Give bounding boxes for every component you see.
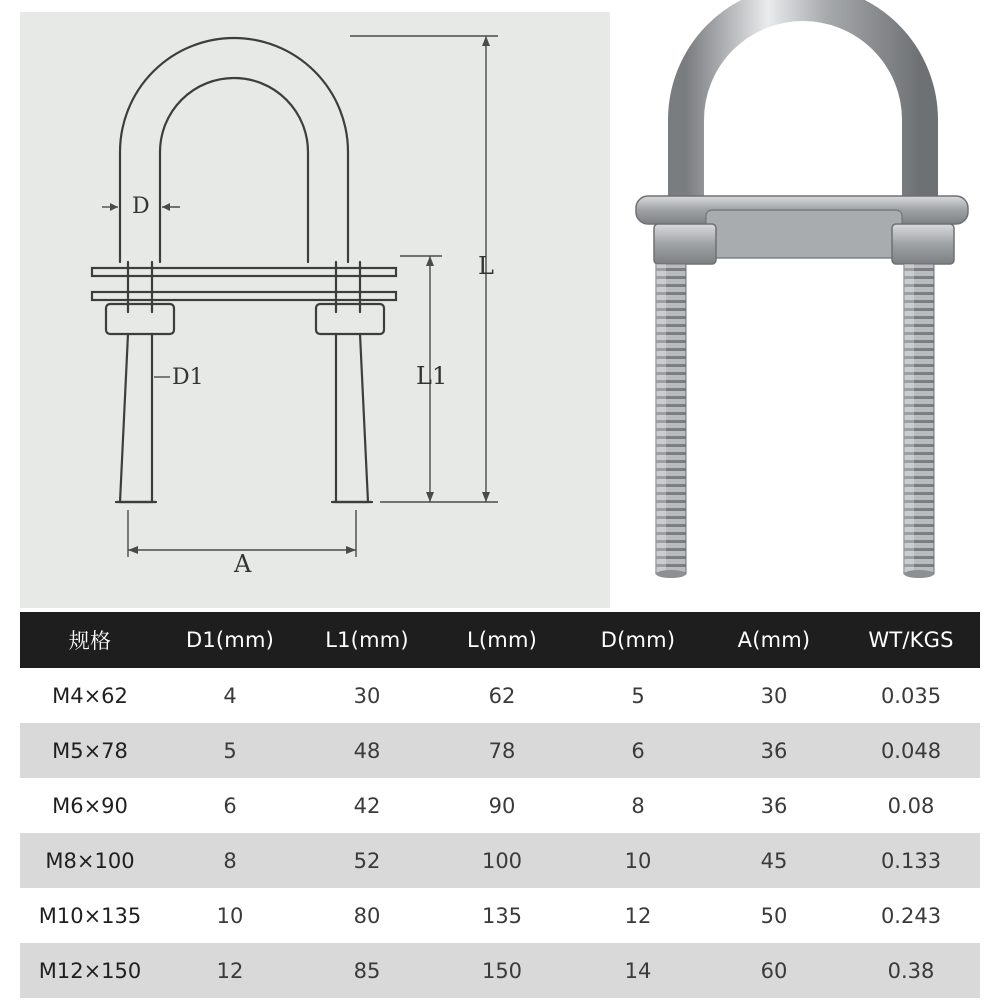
header-l: L(mm): [467, 628, 537, 652]
cell-d1: 12: [216, 958, 244, 983]
table-row: [20, 723, 980, 778]
nut-right: [316, 304, 384, 334]
table-row: [20, 833, 980, 888]
cell-spec: M4×62: [52, 683, 128, 708]
u-bend-inner: [160, 78, 308, 262]
cell-d: 5: [631, 683, 645, 708]
cell-weight: 0.38: [887, 958, 935, 983]
header-d1: D1(mm): [185, 628, 275, 652]
cell-a: 60: [760, 958, 788, 983]
cell-weight: 0.048: [880, 738, 942, 763]
u-bend-outer: [120, 38, 348, 262]
dim-label-l1: L1: [416, 362, 448, 390]
cell-spec: M12×150: [38, 958, 142, 983]
cell-d1: 4: [223, 683, 237, 708]
u-bolt-drawing: [20, 12, 610, 608]
table-header-row: [20, 612, 980, 668]
cell-d: 12: [624, 903, 652, 928]
spec-table: [20, 612, 980, 1000]
cell-d1: 5: [223, 738, 237, 763]
cell-l: 90: [488, 793, 516, 818]
dim-label-d: D: [132, 194, 150, 219]
cell-weight: 0.243: [880, 903, 942, 928]
left-thread-leg: [120, 334, 152, 502]
table-row: [20, 668, 980, 723]
dim-label-l: L: [478, 252, 494, 280]
nut-left: [654, 224, 716, 264]
cell-d1: 8: [223, 848, 237, 873]
technical-drawing: [20, 12, 610, 608]
cell-l1: 42: [353, 793, 381, 818]
cell-d: 6: [631, 738, 645, 763]
cell-a: 36: [760, 793, 788, 818]
cell-l: 100: [481, 848, 523, 873]
cell-a: 36: [760, 738, 788, 763]
cell-a: 50: [760, 903, 788, 928]
cell-weight: 0.133: [880, 848, 942, 873]
cell-d: 14: [624, 958, 652, 983]
dim-label-a: A: [234, 550, 252, 578]
cell-l: 150: [481, 958, 523, 983]
nut-left: [106, 304, 174, 334]
cell-spec: M5×78: [52, 738, 128, 763]
plate-bottom: [92, 292, 396, 300]
table-row: [20, 888, 980, 943]
cell-l1: 80: [353, 903, 381, 928]
cell-weight: 0.035: [880, 683, 942, 708]
cell-spec: M10×135: [38, 903, 142, 928]
cell-d1: 6: [223, 793, 237, 818]
cell-l: 62: [488, 683, 516, 708]
u-bolt-photo: [610, 0, 1000, 608]
cell-l1: 30: [353, 683, 381, 708]
cell-spec: M8×100: [45, 848, 135, 873]
header-spec: 规格: [68, 629, 112, 653]
u-bend: [686, 3, 920, 210]
header-weight: WT/KGS: [868, 628, 954, 652]
cell-a: 45: [760, 848, 788, 873]
plate-top: [92, 268, 396, 276]
header-a: A(mm): [737, 628, 811, 652]
cell-d: 8: [631, 793, 645, 818]
cell-weight: 0.08: [887, 793, 935, 818]
nut-right: [892, 224, 954, 264]
cell-d: 10: [624, 848, 652, 873]
cell-l1: 85: [353, 958, 381, 983]
table-row: [20, 778, 980, 833]
table-row: [20, 943, 980, 998]
dim-label-d1: D1: [172, 365, 204, 390]
header-d: D(mm): [600, 628, 676, 652]
cell-spec: M6×90: [52, 793, 128, 818]
product-photo: [610, 0, 1000, 608]
cell-d1: 10: [216, 903, 244, 928]
cell-l: 135: [481, 903, 523, 928]
cell-l: 78: [488, 738, 516, 763]
right-thread-leg: [336, 334, 368, 502]
cell-l1: 52: [353, 848, 381, 873]
header-l1: L1(mm): [325, 628, 409, 652]
cell-a: 30: [760, 683, 788, 708]
cell-l1: 48: [353, 738, 381, 763]
